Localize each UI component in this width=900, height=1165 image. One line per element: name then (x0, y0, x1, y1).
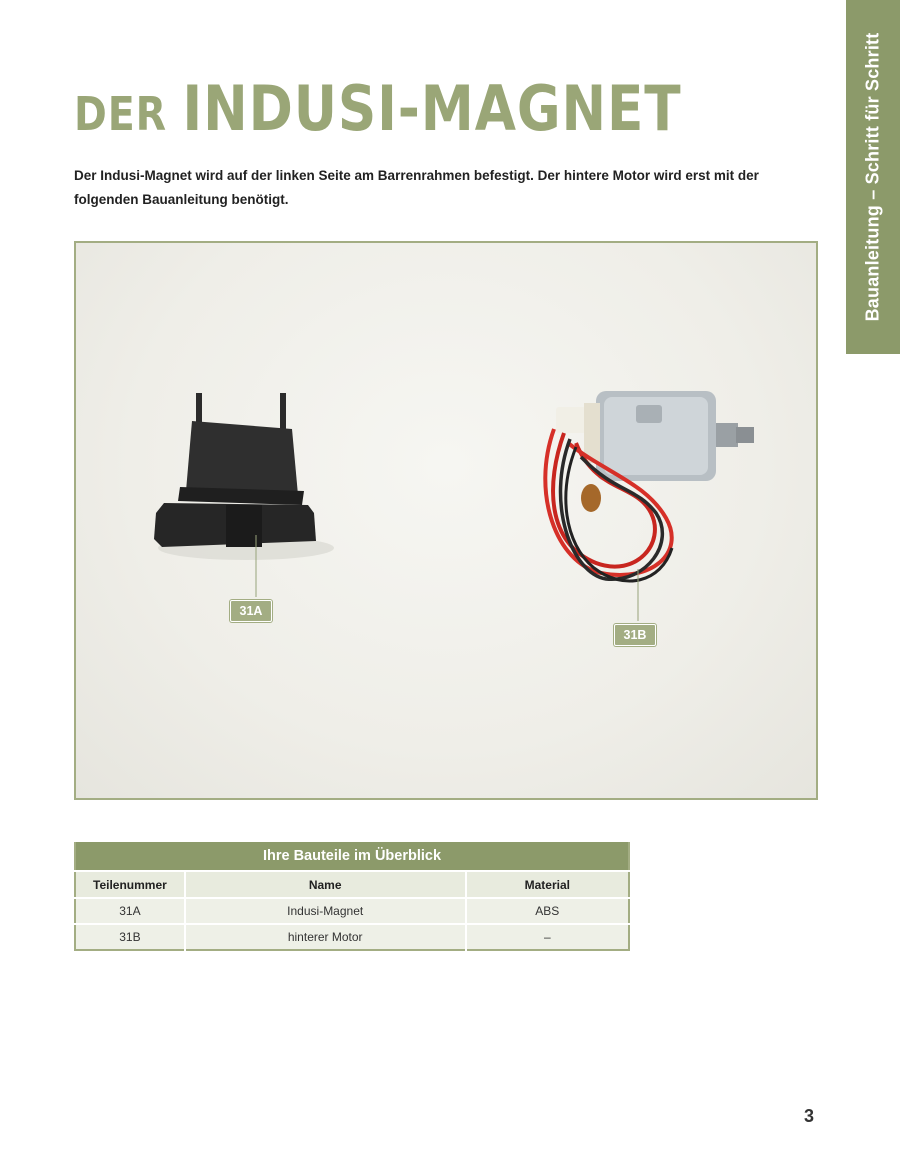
rear-motor-part (545, 391, 754, 581)
parts-photo (74, 241, 818, 800)
table-row (75, 924, 629, 950)
col-header-part-number: Teilenummer (75, 871, 185, 898)
page-title-main: INDUSI-MAGNET (182, 72, 682, 145)
indusi-magnet-part (154, 393, 334, 560)
col-header-name: Name (185, 871, 466, 898)
cell-name: Indusi-Magnet (185, 898, 466, 924)
parts-overview-table (74, 840, 630, 951)
page-number: 3 (804, 1106, 815, 1126)
cell-material: ABS (466, 898, 629, 924)
table-caption: Ihre Bauteile im Überblick (75, 841, 629, 871)
section-tab-label: Bauanleitung – Schritt für Schritt (862, 32, 883, 322)
col-header-material: Material (466, 871, 629, 898)
parts-photo-illustration (76, 243, 816, 798)
cell-part-number: 31B (75, 924, 185, 950)
page-title (74, 72, 682, 145)
cell-material: – (466, 924, 629, 950)
cell-name: hinterer Motor (185, 924, 466, 950)
part-label-31a: 31A (230, 600, 272, 622)
table-row (75, 898, 629, 924)
intro-paragraph: Der Indusi-Magnet wird auf der linken Seite am Barrenrahmen befestigt. Der hintere Motor wird erst mit der folgenden Bauanleitung benötigt. (74, 168, 759, 207)
table-header-row (75, 871, 629, 898)
cell-part-number: 31A (75, 898, 185, 924)
section-tab (846, 0, 900, 354)
part-label-31b: 31B (614, 624, 656, 646)
page-title-prefix: DER (74, 87, 167, 141)
